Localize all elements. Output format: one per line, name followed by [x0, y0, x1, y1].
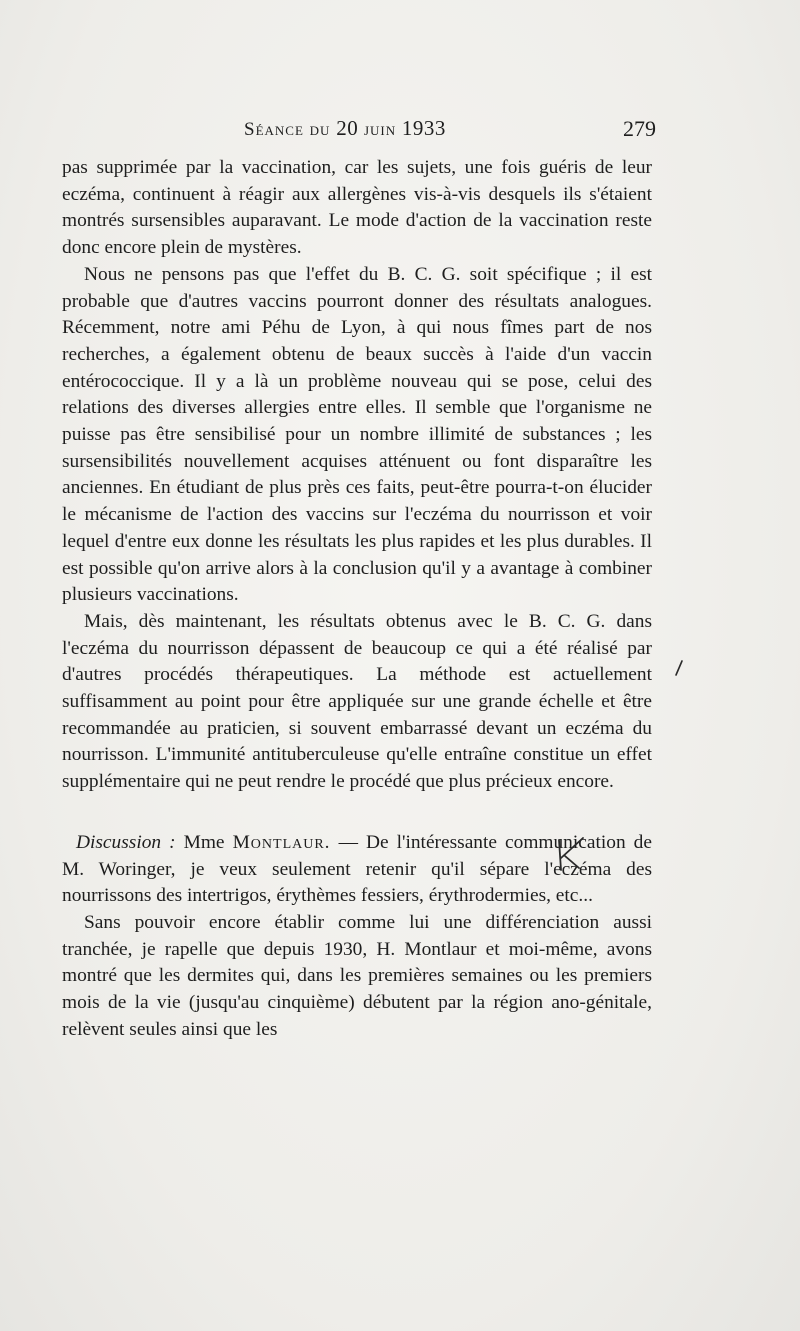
discussion-text-1: De l'intéressante communication de M. Woringer, je veux seulement retenir qu'il sépare l'eczéma des nourrissons des intertrigos, érythèmes fessiers, érythrodermies, etc...	[62, 831, 652, 907]
discussion-label: Discussion :	[76, 831, 176, 853]
paragraph-1: pas supprimée par la vaccination, car les sujets, une fois guéris de leur eczéma, continuent à réagir aux allergènes vis-à-vis desquels ils s'étaient montrés sursensibles auparavant. Le mode d'action de la vaccination reste donc encore plein de mystères.	[62, 157, 652, 259]
session-day: 20	[336, 116, 359, 140]
paragraph-3: Mais, dès maintenant, les résultats obtenus avec le B. C. G. dans l'eczéma du nourrisson dépassent de beaucoup ce qui a été réalisé par d'autres procédés thérapeutiques. La méthode est actuellement suffisamment au point pour être appliquée sur une grande échelle et être recommandée au praticien, si souvent embarrassé devant un eczéma du nourrisson. L'immunité antituberculeuse qu'elle entraîne constitue un effet supplémentaire qui ne peut rendre le procédé que plus précieux encore.	[62, 610, 652, 793]
discussion-dash: —	[338, 831, 358, 853]
handwritten-x-icon	[553, 834, 589, 874]
running-head	[62, 116, 656, 146]
body-text	[62, 155, 652, 1044]
running-head-title	[244, 116, 446, 141]
session-month: juin	[363, 119, 397, 140]
speaker-title: Mme	[183, 831, 225, 853]
margin-slash-icon	[672, 658, 686, 678]
paragraph-2: Nous ne pensons pas que l'effet du B. C. G. soit spécifique ; il est probable que d'autres vaccins pourront donner des résultats analogues. Récemment, notre ami Péhu de Lyon, à qui nous fîmes part de nos recherches, a également obtenu de beaux succès à l'aide d'un vaccin entérococcique. Il y a là un problème nouveau qui se pose, celui des relations des diverses allergies entre elles. Il semble que l'organisme ne puisse pas être sensibilisé pour un nombre illimité de substances ; les sursensibilités nouvellement acquises atténuent ou font disparaître les anciennes. En étudiant de plus près ces faits, peut-être pourra-t-on élucider le mécanisme de l'action des vaccins sur l'eczéma du nourrisson et voir lequel d'entre eux donne les résultats les plus rapides et les plus durables. Il est possible qu'on arrive alors à la conclusion qu'il y a avantage à combiner plusieurs vaccinations.	[62, 263, 652, 606]
session-label: Séance du	[244, 119, 331, 140]
paragraph-5: Sans pouvoir encore établir comme lui une différenciation aussi tranchée, je rapelle que depuis 1930, H. Montlaur et moi-même, avons montré que les dermites qui, dans les premières semaines ou les premiers mois de la vie (jusqu'au cinquième) débutent par la région ano-génitale, relèvent seules ainsi que les	[62, 911, 652, 1040]
speaker-name: Montlaur.	[232, 831, 331, 853]
page-number: 279	[623, 116, 656, 141]
session-year: 1933	[401, 116, 446, 140]
